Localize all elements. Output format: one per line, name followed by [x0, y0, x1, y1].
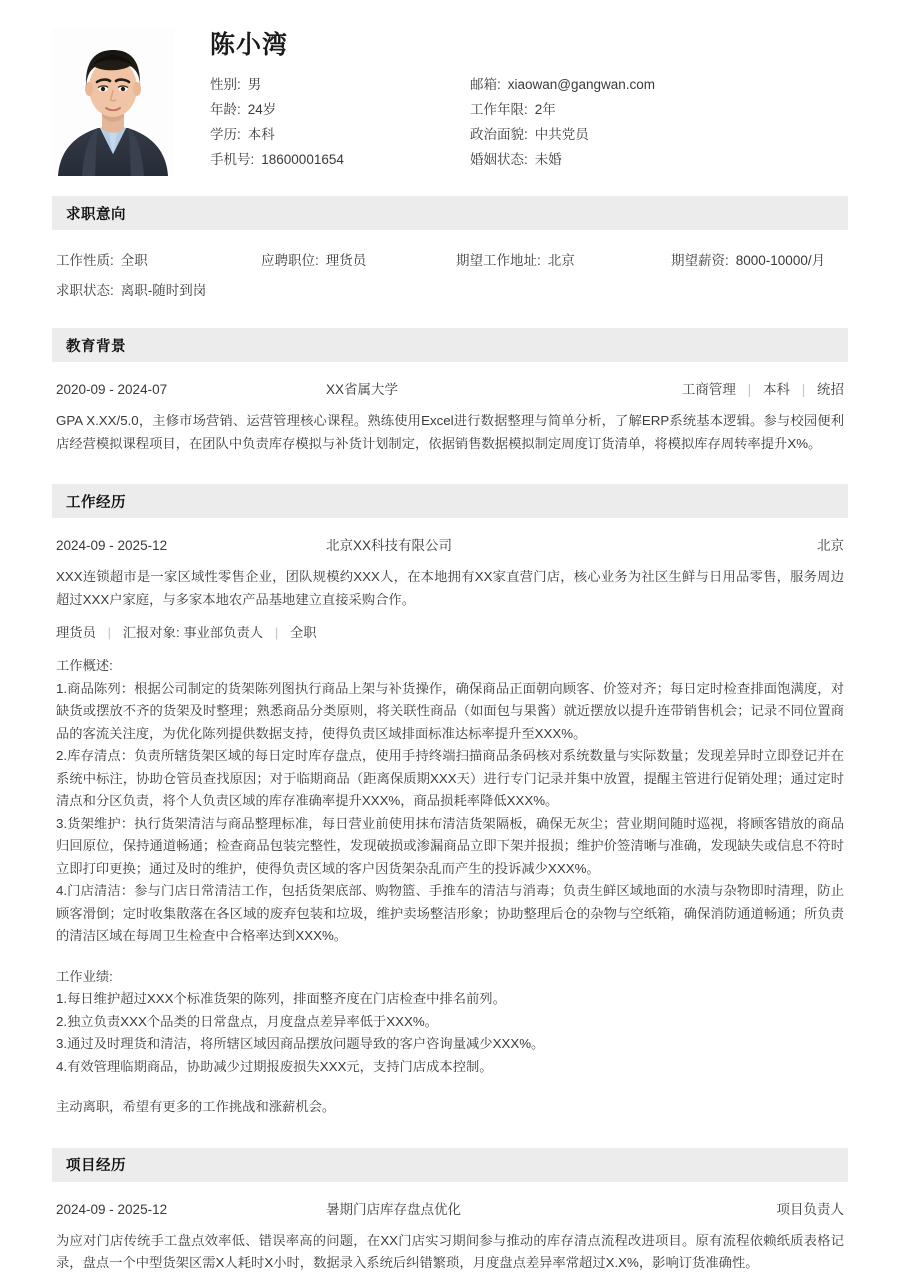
info-value-gender: 男: [247, 77, 262, 92]
basic-info-grid: [210, 72, 848, 172]
intent-field-job-type: [56, 246, 261, 276]
spacer-after-education: [0, 458, 900, 484]
spacer-before-leave-reason: [56, 1078, 844, 1096]
separator-icon: |: [801, 382, 806, 397]
intent-label-location: 期望工作地址:: [456, 253, 541, 268]
intent-label-job-type: 工作性质:: [56, 253, 114, 268]
info-label-marital-status: 婚姻状态:: [470, 152, 528, 167]
intent-label-status: 求职状态:: [56, 283, 114, 298]
education-tag-major: 工商管理: [681, 382, 736, 397]
education-description: GPA X.XX/5.0，主修市场营销、运营管理核心课程。熟练使用Excel进行数据整理与简单分析，了解ERP系统基本逻辑。参与校园便利店经营模拟课程项目，在团队中负责库存模拟与补货计划制定，依据销售数据模拟制定周度订货清单，将模拟库存周转率提升X%。: [56, 413, 844, 451]
info-row-email: [470, 72, 848, 97]
section-body-education: [52, 362, 848, 455]
work-report-to: 汇报对象: 事业部负责人: [122, 625, 264, 640]
work-duty-title: 工作概述:: [56, 658, 113, 673]
info-row-political-status: [470, 122, 848, 147]
basic-info-right-column: [470, 72, 848, 172]
work-leave-reason: 主动离职，希望有更多的工作挑战和涨薪机会。: [56, 1099, 336, 1114]
info-value-experience-years: 2年: [534, 102, 556, 117]
work-role-title: 理货员: [56, 625, 96, 640]
separator-icon: |: [107, 625, 112, 640]
education-school: XX省属大学: [326, 382, 399, 397]
section-title-education: 教育背景: [66, 338, 126, 355]
section-project-experience: [0, 1148, 900, 1275]
info-row-phone: [210, 147, 470, 172]
work-achievement-item: 1.每日维护超过XXX个标准货架的陈列，排面整齐度在门店检查中排名前列。: [56, 991, 506, 1006]
work-company: 北京XX科技有限公司: [326, 538, 453, 553]
work-duty-item: 2.库存清点：负责所辖货架区域的每日定时库存盘点，使用手持终端扫描商品条码核对系统数量与实际数量；发现差异时立即登记并在系统中标注，协助仓管员查找原因；对于临期商品（距离保质期XXX天）进行专门记录并集中放置，提醒主管进行促销处理；通过定时清点和分区负责，将个人负责区域的库存准确率提升XXX%，商品损耗率降低XXX%。: [56, 748, 844, 808]
work-employment-type: 全职: [290, 625, 317, 640]
info-label-political-status: 政治面貌:: [470, 127, 528, 142]
info-value-phone: 18600001654: [261, 152, 344, 167]
intent-label-salary: 期望薪资:: [671, 253, 729, 268]
work-duty-item: 1.商品陈列：根据公司制定的货架陈列图执行商品上架与补货操作，确保商品正面朝向顾客、价签对齐；每日定时检查排面饱满度，对缺货或摆放不齐的货架及时整理；熟悉商品分类原则，将关联性商品（如面包与果酱）就近摆放以提升连带销售机会；记录不同位置商品的客流关注度，为优化陈列提供数据支持，使得负责区域排面标准达标率提升至XXX%。: [56, 680, 844, 741]
work-achievement-block: [56, 966, 844, 1079]
work-achievement-item: 2.独立负责XXX个品类的日常盘点，月度盘点差异率低于XXX%。: [56, 1013, 438, 1029]
education-tag-admission: 统招: [817, 382, 844, 397]
section-bar-job-intent: [52, 196, 848, 230]
work-achievement-title: 工作业绩:: [56, 968, 113, 984]
project-role: 项目负责人: [776, 1201, 844, 1217]
section-bar-project-experience: [52, 1148, 848, 1182]
education-tag-degree: 本科: [762, 382, 790, 397]
info-label-experience-years: 工作年限:: [470, 102, 528, 117]
intent-field-location: [456, 246, 671, 276]
info-value-email: xiaowan@gangwan.com: [507, 77, 656, 92]
project-entry-head: [56, 1198, 844, 1222]
project-name: 暑期门店库存盘点优化: [326, 1201, 461, 1217]
avatar-photo-icon: [52, 28, 174, 176]
work-duty-item: 4.门店清洁：参与门店日常清洁工作，包括货架底部、购物篮、手推车的清洁与消毒；负责生鲜区域地面的水渍与杂物即时清理，防止顾客滑倒；定时收集散落在各区域的废弃包装和垃圾，维护卖场整洁形象；协助整理后仓的杂物与空纸箱，确保消防通道畅通；所负责的清洁区域在每周卫生检查中合格率达到XXX%。: [56, 883, 844, 943]
intent-label-position: 应聘职位:: [261, 253, 319, 268]
info-value-degree: 本科: [247, 127, 275, 142]
page-title: 陈小湾: [210, 31, 289, 59]
spacer-after-job-intent: [0, 306, 900, 328]
separator-icon: |: [747, 382, 752, 397]
info-value-marital-status: 未婚: [534, 152, 562, 167]
intent-field-status: [56, 276, 261, 306]
job-intent-row-1: [56, 246, 844, 276]
section-body-job-intent: [52, 230, 848, 306]
education-entry-head: [56, 378, 844, 402]
section-work-experience: [0, 484, 900, 1119]
info-label-degree: 学历:: [210, 127, 241, 142]
project-description: 为应对门店传统手工盘点效率低、错误率高的问题，在XX门店实习期间参与推动的库存清点流程改进项目。原有流程依赖纸质表格记录，盘点一个中型货架区需X人耗时X小时，数据录入系统后纠错繁琐，月度盘点差异率常超过X.X%，影响订货准确性。: [56, 1232, 844, 1270]
section-bar-work-experience: [52, 484, 848, 518]
intent-value-salary: 8000-10000/月: [735, 253, 826, 268]
work-role-tags: [56, 621, 844, 645]
section-title-job-intent: 求职意向: [66, 206, 126, 223]
work-location: 北京: [817, 538, 844, 553]
education-tags: [682, 378, 844, 402]
intent-field-position: [261, 246, 456, 276]
work-duty-block: [56, 655, 844, 948]
work-date: 2024-09 - 2025-12: [56, 538, 168, 553]
intent-value-status: 离职-随时到岗: [120, 283, 207, 298]
intent-value-position: 理货员: [325, 253, 367, 268]
resume-header: [0, 0, 900, 196]
intent-value-job-type: 全职: [120, 253, 148, 268]
info-row-experience-years: [470, 97, 848, 122]
info-row-marital-status: [470, 147, 848, 172]
work-achievement-item: 3.通过及时理货和清洁，将所辖区域因商品摆放问题导致的客户咨询量减少XXX%。: [56, 1036, 545, 1051]
project-date: 2024-09 - 2025-12: [56, 1201, 168, 1217]
separator-icon: |: [274, 625, 279, 640]
section-body-project-experience: [52, 1182, 848, 1275]
section-body-work-experience: [52, 518, 848, 1119]
section-job-intent: [0, 196, 900, 306]
spacer-after-work-experience: [0, 1122, 900, 1148]
work-entry-head: [56, 534, 844, 558]
info-value-political-status: 中共党员: [534, 127, 589, 142]
work-achievement-item: 4.有效管理临期商品，协助减少过期报废损失XXX元，支持门店成本控制。: [56, 1058, 493, 1074]
info-value-age: 24岁: [247, 102, 277, 117]
section-title-project-experience: 项目经历: [66, 1158, 126, 1174]
header-info: [174, 28, 848, 172]
basic-info-left-column: [210, 72, 470, 172]
intent-value-location: 北京: [547, 253, 575, 268]
intent-field-salary: [671, 246, 844, 276]
info-row-age: [210, 97, 470, 122]
spacer-before-achievements: [56, 948, 844, 966]
info-label-email: 邮箱:: [470, 77, 501, 92]
section-bar-education: [52, 328, 848, 362]
work-company-intro: XXX连锁超市是一家区域性零售企业，团队规模约XXX人，在本地拥有XX家直营门店，核心业务为社区生鲜与日用品零售，服务周边超过XXX户家庭，与多家本地农产品基地建立直接采购合作。: [56, 569, 844, 607]
section-title-work-experience: 工作经历: [66, 494, 126, 511]
avatar: [52, 28, 174, 176]
section-education: [0, 328, 900, 455]
job-intent-row-2: [56, 276, 844, 306]
info-label-phone: 手机号:: [210, 152, 255, 167]
info-label-gender: 性别:: [210, 77, 241, 92]
info-row-degree: [210, 122, 470, 147]
info-row-gender: [210, 72, 470, 97]
info-label-age: 年龄:: [210, 102, 241, 117]
work-duty-item: 3.货架维护：执行货架清洁与商品整理标准，每日营业前使用抹布清洁货架隔板，确保无灰尘；营业期间随时巡视，将顾客错放的商品归回原位，保持通道畅通；检查商品包装完整性，发现破损或渗漏商品立即下架并报损；维护价签清晰与准确，发现缺失或信息不符时立即打印更换；通过及时的维护，使得负责区域的客户因货架杂乱而产生的投诉减少XXX%。: [56, 815, 844, 876]
education-date: 2020-09 - 2024-07: [56, 382, 168, 397]
